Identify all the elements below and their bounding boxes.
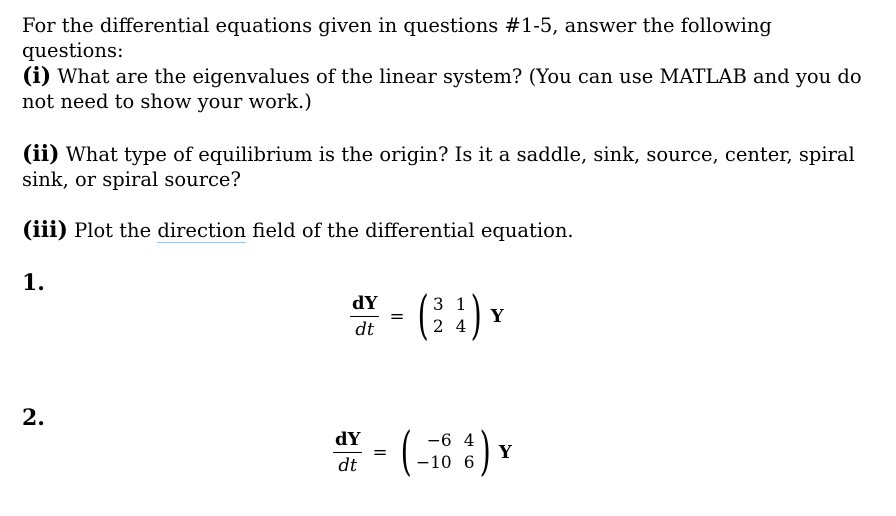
equals-sign: = (389, 305, 405, 327)
matrix-cell: 1 (455, 295, 467, 315)
derivative-fraction (350, 293, 379, 340)
coefficient-matrix (416, 431, 475, 473)
question-ii-text: What type of equilibrium is the origin? Is it a saddle, sink, source, center, spiral sink, or spiral source? (22, 143, 855, 191)
instructions-text: For the differential equations given in questions #1-5, answer the following questions: (22, 14, 772, 62)
equals-sign: = (372, 441, 388, 463)
question-i-text: What are the eigenvalues of the linear system? (You can use MATLAB and you do not need to show your work.) (22, 65, 862, 113)
question-iii-text-a: Plot the (67, 219, 158, 242)
matrix-cell: 4 (463, 431, 475, 451)
matrix-cell: 3 (432, 295, 444, 315)
problem-1-number: 1. (22, 270, 45, 296)
fraction-numerator: dY (352, 292, 378, 314)
fraction-numerator: dY (335, 428, 361, 450)
matrix-cell: 2 (432, 317, 444, 337)
left-paren: ( (400, 422, 412, 482)
question-ii-tag: (ii) (22, 141, 60, 167)
problem-1-equation (350, 288, 504, 344)
problem-2-equation (333, 424, 512, 480)
matrix-cell: 4 (455, 317, 467, 337)
fraction-denominator: dt (338, 454, 358, 476)
problem-2-number: 2. (22, 405, 45, 431)
question-iii-text-b: direction (157, 219, 247, 242)
derivative-fraction (333, 429, 362, 476)
question-iii-tag: (iii) (22, 217, 68, 243)
fraction-bar (350, 316, 379, 317)
fraction-bar (333, 452, 362, 453)
question-ii (22, 142, 862, 192)
vector-y: Y (490, 305, 504, 327)
matrix-cell: 6 (463, 453, 475, 473)
question-i (22, 64, 862, 114)
right-paren: ) (471, 286, 483, 346)
question-iii-text-c: field of the differential equation. (246, 219, 574, 242)
right-paren: ) (479, 422, 491, 482)
left-paren: ( (417, 286, 429, 346)
matrix-cell: −6 (426, 431, 452, 451)
coefficient-matrix (433, 295, 467, 337)
question-i-tag: (i) (22, 63, 52, 89)
matrix-cell: −10 (415, 453, 452, 473)
question-iii (22, 218, 862, 243)
vector-y: Y (498, 441, 512, 463)
fraction-denominator: dt (355, 318, 375, 340)
